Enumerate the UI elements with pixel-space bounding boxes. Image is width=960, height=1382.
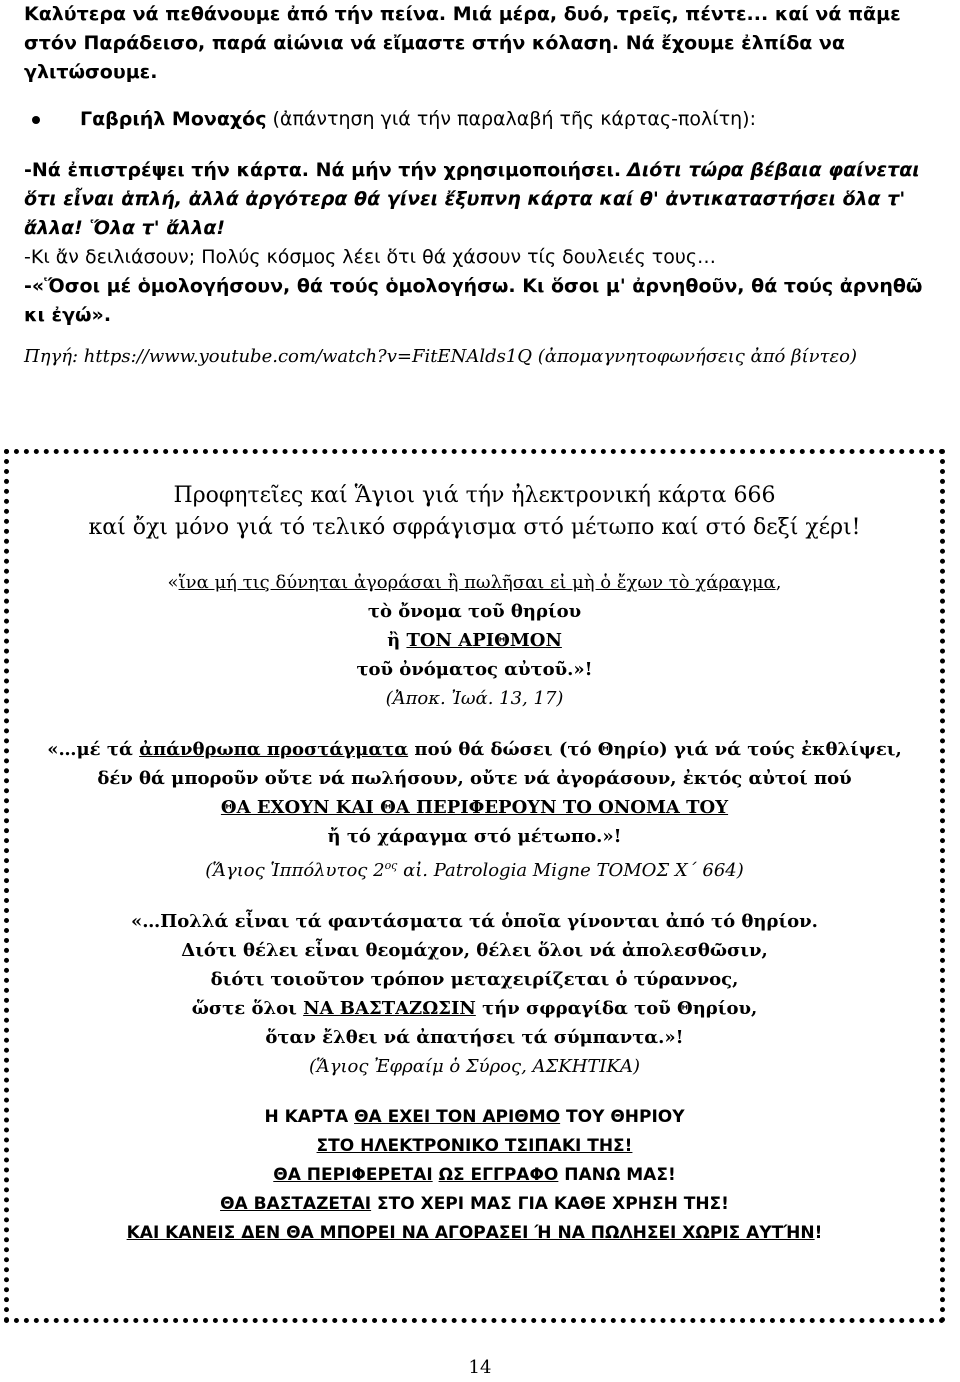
intro-paragraph: Καλύτερα νά πεθάνουμε ἀπό τήν πείνα. Μιά μέρα, δυό, τρεῖς, πέντε... καί νά πᾶμε στόν Παράδεισο, παρά αἰώνια νά εἴμαστε στήν κόλαση. Νά ἔχουμε ἐλπίδα να γλιτώσουμε. xyxy=(24,3,901,83)
quote-hippolytus: «…μέ τά ἀπάνθρωπα προστάγματα πού θά δώσει (τό Θηρίο) γιά νά τούς ἐκθλίψει, δέν θά μποροῦν οὔτε νά πωλήσουν, οὔτε νά ἀγοράσουν, ἐκτός αὐτοί πού ΘΑ ΕΧΟΥΝ ΚΑΙ ΘΑ ΠΕΡΙΦΕΡΟΥΝ ΤΟ ΟΝΟΜΑ ΤΟΥ ἤ τό χάραγμα στό μέτωπο.»! (Ἅγιος Ἱππόλυτος $2^{o\varsigma}$ αἰ. Patrologia Migne ΤΟΜΟΣ Χ΄ 664) xyxy=(9,735,940,885)
question-line: -Κι ἄν δειλιάσουν; Πολύς κόσμος λέει ὅτι θά χάσουν τίς δουλειές τους… xyxy=(24,246,717,268)
answer-paragraph xyxy=(24,156,939,243)
caps-statement: Η ΚΑΡΤΑ ΘΑ ΕΧΕΙ ΤΟΝ ΑΡΙΘΜΟ ΤΟΥ ΘΗΡΙΟΥ ΣΤΟ ΗΛΕΚΤΡΟΝΙΚΟ ΤΣΙΠΑΚΙ ΤΗΣ! ΘΑ ΠΕΡΙΦΕΡΕΤΑΙ ΩΣ ΕΓΓΡΑΦΟ ΠΑΝΩ ΜΑΣ! ΘΑ ΒΑΣΤΑΖΕΤΑΙ ΣΤΟ ΧΕΡΙ ΜΑΣ ΓΙΑ ΚΑΘΕ ΧΡΗΣΗ ΤΗΣ! ΚΑΙ ΚΑΝΕΙΣ ΔΕΝ ΘΑ ΜΠΟΡΕΙ ΝΑ ΑΓΟΡΑΣΕΙ Ή ΝΑ ΠΩΛΗΣΕΙ ΧΩΡΙΣ ΑΥΤΉΝ! xyxy=(126,1107,823,1243)
citation: (Ἀποκ. Ἰωά. 13, 17) xyxy=(385,688,564,709)
frame-content xyxy=(9,480,940,1248)
dotted-frame xyxy=(4,449,945,1323)
bullet-icon xyxy=(32,116,40,124)
frame-title-1: Προφητεῖες καί Ἅγιοι γιά τήν ἠλεκτρονική κάρτα 666 xyxy=(173,483,776,508)
page-number: 14 xyxy=(468,1357,492,1378)
source-line: Πηγή: https://www.youtube.com/watch?v=FitENAlds1Q (ἀπομαγνητοφωνήσεις ἀπό βίντεο) xyxy=(24,346,857,367)
answer-line-1: -Νά ἐπιστρέψει τήν κάρτα. Νά μήν τήν χρησιμοποιήσει. xyxy=(24,159,622,181)
intro-section xyxy=(24,0,939,371)
citation: (Ἅγιος Ἱππόλυτος $2^{o\varsigma}$ αἰ. Patrologia Migne ΤΟΜΟΣ Χ΄ 664) xyxy=(205,859,744,881)
citation: (Ἅγιος Ἐφραίμ ὁ Σύρος, ΑΣΚΗΤΙΚΑ) xyxy=(308,1056,640,1077)
speaker-note: (ἀπάντηση γιά τήν παραλαβή τῆς κάρτας-πολίτη): xyxy=(272,108,756,130)
quote-apocalypse: «ἵνα μή τις δύνηται ἀγοράσαι ἢ πωλῆσαι εἰ μὴ ὁ ἔχων τὸ χάραγμα, τὸ ὄνομα τοῦ θηρίου ἢ ΤΟΝ ΑΡΙΘΜΟΝ τοῦ ὀνόματος αὐτοῦ.»! (Ἀποκ. Ἰωά. 13, 17) xyxy=(9,568,940,713)
frame-title-2: καί ὄχι μόνο γιά τό τελικό σφράγισμα στό μέτωπο καί στό δεξί χέρι! xyxy=(88,515,861,540)
reply-line: -«Ὅσοι μέ ὁμολογήσουν, θά τούς ὁμολογήσω. Κι ὅσοι μ' ἀρνηθοῦν, θά τούς ἀρνηθῶ κι ἐγώ». xyxy=(24,275,923,326)
speaker-name: Γαβριήλ Μοναχός xyxy=(80,108,267,130)
answer-line-2: Διότι τώρα βέβαια φαίνεται ὅτι εἶναι ἁπλή, ἀλλά ἀργότερα θά γίνει ἔξυπνη κάρτα καί θ' ἀντικαταστήσει ὅλα τ' ἄλλα! Ὅλα τ' ἄλλα! xyxy=(24,159,920,239)
quote-ephraim: «…Πολλά εἶναι τά φαντάσματα τά ὁποῖα γίνονται ἀπό τό θηρίον. Διότι θέλει εἶναι θεομάχον, θέλει ὅλοι νά ἀπολεσθῶσιν, διότι τοιοῦτον τρόπον μεταχειρίζεται ὁ τύραννος, ὥστε ὅλοι ΝΑ ΒΑΣΤΑΖΩΣΙΝ τήν σφραγίδα τοῦ Θηρίου, ὅταν ἔλθει νά ἀπατήσει τά σύμπαντα.»! (Ἅγιος Ἐφραίμ ὁ Σύρος, ΑΣΚΗΤΙΚΑ) xyxy=(9,907,940,1081)
bullet-item xyxy=(24,105,939,134)
